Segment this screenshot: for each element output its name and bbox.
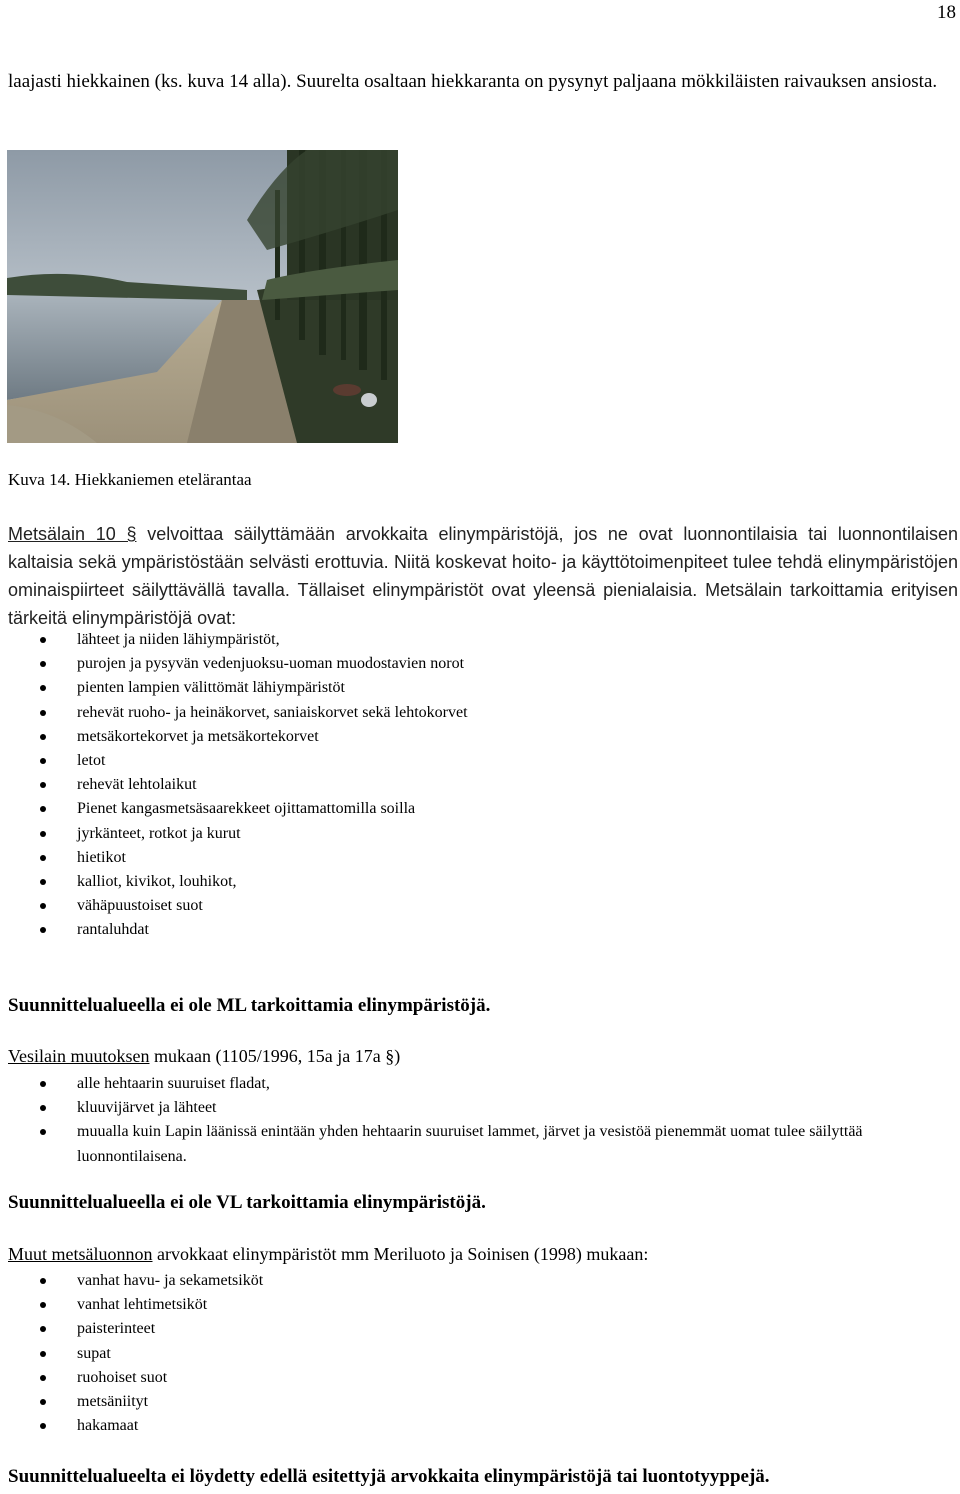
list-item: vähäpuustoiset suot — [0, 894, 958, 918]
page-number: 18 — [937, 2, 956, 23]
vesilaki-link: Vesilain muutoksen — [8, 1046, 150, 1066]
list-item: supat — [0, 1342, 958, 1366]
list-item: kluuvijärvet ja lähteet — [0, 1096, 958, 1120]
metsalaki-law-link: Metsälain 10 § — [8, 524, 137, 544]
metsalaki-habitat-list — [0, 628, 958, 943]
list-item: metsäniityt — [0, 1390, 958, 1414]
intro-paragraph: laajasti hiekkainen (ks. kuva 14 alla). Suurelta osaltaan hiekkaranta on pysynyt paljaana mökkiläisten raivauksen ansiosta. — [8, 71, 938, 92]
metsalaki-text: velvoittaa säilyttämään arvokkaita elinympäristöjä, jos ne ovat luonnontilaisia tai luonnontilaisen kaltaisia sekä ympäristöstään selvästi erottuvia. Niitä koskevat hoito- ja käyttötoimenpiteet tulee tehdä elinympäristöjen ominaispiirteet säilyttävällä tavalla. Tällaiset elinympäristöt ovat yleensä pienialaisia. Metsälain tarkoittamia erityisen tärkeitä elinympäristöjä ovat: — [8, 524, 958, 628]
muut-link: Muut metsäluonnon — [8, 1244, 153, 1264]
muut-intro — [8, 1244, 648, 1265]
lakeshore-photo — [7, 150, 398, 443]
list-item: letot — [0, 749, 958, 773]
list-item: lähteet ja niiden lähiympäristöt, — [0, 628, 958, 652]
list-item: purojen ja pysyvän vedenjuoksu-uoman muodostavien norot — [0, 652, 958, 676]
list-item: hakamaat — [0, 1414, 958, 1438]
list-item: alle hehtaarin suuruiset fladat, — [0, 1072, 958, 1096]
muut-text: arvokkaat elinympäristöt mm Meriluoto ja Soinisen (1998) mukaan: — [152, 1244, 649, 1264]
list-item: muualla kuin Lapin läänissä enintään yhden hehtaarin suuruiset lammet, järvet ja vesistöä pienemmät uomat tulee säilyttää luonnontilaisena. — [0, 1120, 958, 1168]
list-item: kalliot, kivikot, louhikot, — [0, 870, 958, 894]
list-item: metsäkortekorvet ja metsäkortekorvet — [0, 725, 958, 749]
heading-ml-conclusion: Suunnittelualueella ei ole ML tarkoittamia elinympäristöjä. — [8, 995, 491, 1016]
list-item: vanhat havu- ja sekametsiköt — [0, 1269, 958, 1293]
list-item: rantaluhdat — [0, 918, 958, 942]
muut-habitat-list — [0, 1269, 958, 1438]
list-item: jyrkänteet, rotkot ja kurut — [0, 822, 958, 846]
vesilaki-intro — [8, 1046, 400, 1067]
list-item: vanhat lehtimetsiköt — [0, 1293, 958, 1317]
list-item: ruohoiset suot — [0, 1366, 958, 1390]
vesilaki-text: mukaan (1105/1996, 15a ja 17a §) — [149, 1046, 401, 1066]
list-item: hietikot — [0, 846, 958, 870]
list-item: pienten lampien välittömät lähiympäristöt — [0, 676, 958, 700]
list-item: rehevät ruoho- ja heinäkorvet, saniaiskorvet sekä lehtokorvet — [0, 701, 958, 725]
metsalaki-paragraph — [8, 520, 958, 632]
figure-caption: Kuva 14. Hiekkaniemen etelärantaa — [8, 470, 252, 489]
list-item: Pienet kangasmetsäsaarekkeet ojittamattomilla soilla — [0, 797, 958, 821]
list-item: rehevät lehtolaikut — [0, 773, 958, 797]
vesilaki-list — [0, 1072, 958, 1169]
list-item: paisterinteet — [0, 1317, 958, 1341]
heading-vl-conclusion: Suunnittelualueella ei ole VL tarkoittamia elinympäristöjä. — [8, 1192, 486, 1213]
heading-final-conclusion: Suunnittelualueelta ei löydetty edellä esitettyjä arvokkaita elinympäristöjä tai luontotyyppejä. — [8, 1466, 770, 1487]
